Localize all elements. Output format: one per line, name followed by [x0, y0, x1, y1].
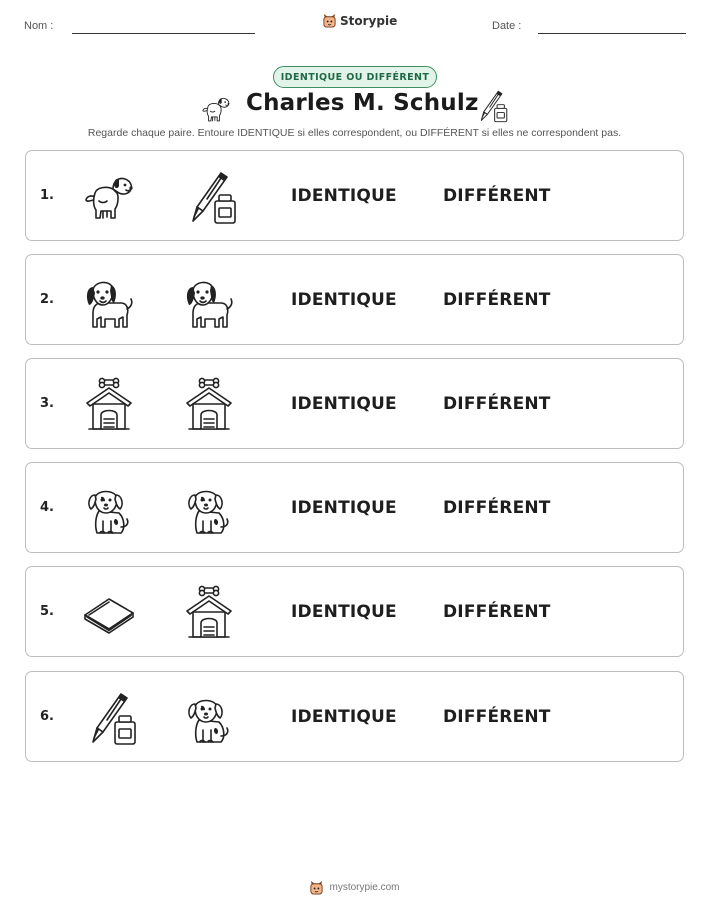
- doghouse-icon: [181, 587, 237, 641]
- exercise-row: [25, 254, 684, 345]
- option-different[interactable]: DIFFÉRENT: [443, 602, 551, 622]
- exercise-row: [25, 462, 684, 553]
- option-different[interactable]: DIFFÉRENT: [443, 707, 551, 727]
- footer: [0, 880, 709, 895]
- option-identique[interactable]: IDENTIQUE: [291, 707, 397, 727]
- exercise-row: [25, 150, 684, 241]
- row-number: 3.: [40, 396, 54, 411]
- brand-logo: [322, 13, 397, 28]
- option-different[interactable]: DIFFÉRENT: [443, 290, 551, 310]
- row-number: 2.: [40, 292, 54, 307]
- worksheet-type-badge: IDENTIQUE OU DIFFÉRENT: [273, 66, 437, 88]
- puppy-sitting-icon: [181, 692, 237, 746]
- date-line[interactable]: [538, 33, 686, 34]
- option-identique[interactable]: IDENTIQUE: [291, 394, 397, 414]
- pen-and-ink-icon: [81, 692, 137, 746]
- brand-name: Storypie: [340, 13, 398, 28]
- title-row: [0, 90, 709, 126]
- name-line[interactable]: [72, 33, 255, 34]
- puppy-sitting-icon: [181, 483, 237, 537]
- pen-and-ink-icon: [474, 90, 508, 123]
- row-number: 4.: [40, 500, 54, 515]
- exercise-row: [25, 566, 684, 657]
- instructions: Regarde chaque paire. Entoure IDENTIQUE si elles correspondent, ou DIFFÉRENT si elles ne correspondent pas.: [87, 127, 622, 139]
- option-different[interactable]: DIFFÉRENT: [443, 498, 551, 518]
- option-identique[interactable]: IDENTIQUE: [291, 498, 397, 518]
- option-different[interactable]: DIFFÉRENT: [443, 186, 551, 206]
- exercise-row: [25, 358, 684, 449]
- storypie-logo-icon: [322, 13, 337, 28]
- puppy-standing-icon: [81, 275, 137, 329]
- storypie-logo-icon: [309, 880, 324, 895]
- option-identique[interactable]: IDENTIQUE: [291, 602, 397, 622]
- dog-icon: [200, 94, 232, 125]
- exercise-row: [25, 671, 684, 762]
- sketchbook-icon: [81, 587, 137, 641]
- doghouse-icon: [181, 379, 237, 433]
- row-number: 1.: [40, 188, 54, 203]
- option-identique[interactable]: IDENTIQUE: [291, 290, 397, 310]
- name-label: Nom :: [24, 20, 54, 32]
- doghouse-icon: [81, 379, 137, 433]
- option-different[interactable]: DIFFÉRENT: [443, 394, 551, 414]
- dog-running-icon: [81, 171, 137, 225]
- pen-and-ink-icon: [181, 171, 237, 225]
- puppy-standing-icon: [181, 275, 237, 329]
- row-number: 5.: [40, 604, 54, 619]
- puppy-sitting-icon: [81, 483, 137, 537]
- date-label: Date :: [492, 20, 522, 32]
- footer-url: mystorypie.com: [329, 882, 400, 893]
- row-number: 6.: [40, 709, 54, 724]
- page-title: Charles M. Schulz: [246, 90, 479, 116]
- option-identique[interactable]: IDENTIQUE: [291, 186, 397, 206]
